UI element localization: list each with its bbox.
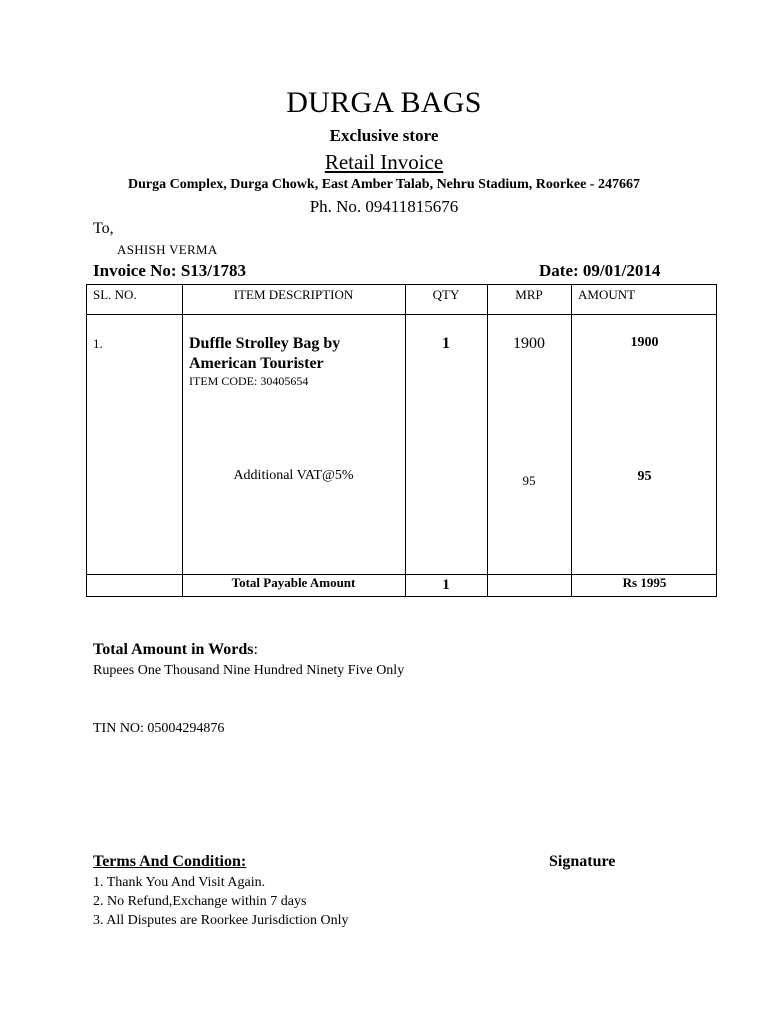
term-item: 1. Thank You And Visit Again. bbox=[93, 875, 266, 890]
header-amount: AMOUNT bbox=[578, 287, 636, 302]
header-sl-no: SL. NO. bbox=[93, 287, 137, 302]
header-item-description: ITEM DESCRIPTION bbox=[233, 287, 354, 302]
column-divider bbox=[571, 285, 572, 596]
amount-words-title-text: Total Amount in Words bbox=[93, 641, 254, 658]
total-label: Total Payable Amount bbox=[231, 575, 356, 590]
amount-words-colon: : bbox=[253, 641, 258, 658]
item-code: ITEM CODE: 30405654 bbox=[189, 374, 309, 388]
item-name-line1: Duffle Strolley Bag by bbox=[189, 335, 341, 352]
header-qty: QTY bbox=[432, 287, 460, 302]
customer-name: ASHISH VERMA bbox=[117, 242, 218, 257]
shop-subtitle: Exclusive store bbox=[329, 126, 439, 145]
item-name-line2: American Tourister bbox=[189, 355, 324, 372]
invoice-table bbox=[86, 284, 717, 597]
shop-address: Durga Complex, Durga Chowk, East Amber Talab, Nehru Stadium, Roorkee - 247667 bbox=[128, 177, 640, 192]
shop-phone: Ph. No. 09411815676 bbox=[309, 197, 459, 216]
amount-words-title bbox=[93, 641, 258, 659]
term-item: 3. All Disputes are Roorkee Jurisdiction Only bbox=[93, 913, 349, 928]
column-divider bbox=[182, 285, 183, 596]
header-mrp: MRP bbox=[515, 287, 543, 302]
vat-label: Additional VAT@5% bbox=[233, 468, 354, 483]
total-amount: Rs 1995 bbox=[622, 575, 667, 590]
item-mrp: 1900 bbox=[513, 335, 545, 352]
column-divider bbox=[487, 285, 488, 596]
item-sl-no: 1. bbox=[93, 336, 103, 351]
total-qty: 1 bbox=[442, 577, 450, 593]
signature-label: Signature bbox=[549, 853, 616, 870]
to-label: To, bbox=[93, 220, 114, 237]
invoice-date: Date: 09/01/2014 bbox=[539, 261, 661, 280]
invoice-number: Invoice No: S13/1783 bbox=[93, 261, 246, 280]
amount-words-text: Rupees One Thousand Nine Hundred Ninety Five Only bbox=[93, 663, 405, 678]
terms-title: Terms And Condition: bbox=[93, 853, 247, 870]
shop-name: DURGA BAGS bbox=[286, 86, 482, 119]
document-type: Retail Invoice bbox=[324, 150, 444, 174]
item-amount: 1900 bbox=[630, 335, 659, 350]
term-item: 2. No Refund,Exchange within 7 days bbox=[93, 894, 307, 909]
vat-mrp: 95 bbox=[522, 473, 536, 488]
vat-amount: 95 bbox=[637, 469, 652, 484]
column-divider bbox=[405, 285, 406, 596]
tin-number: TIN NO: 05004294876 bbox=[93, 721, 225, 736]
item-qty: 1 bbox=[442, 335, 450, 352]
